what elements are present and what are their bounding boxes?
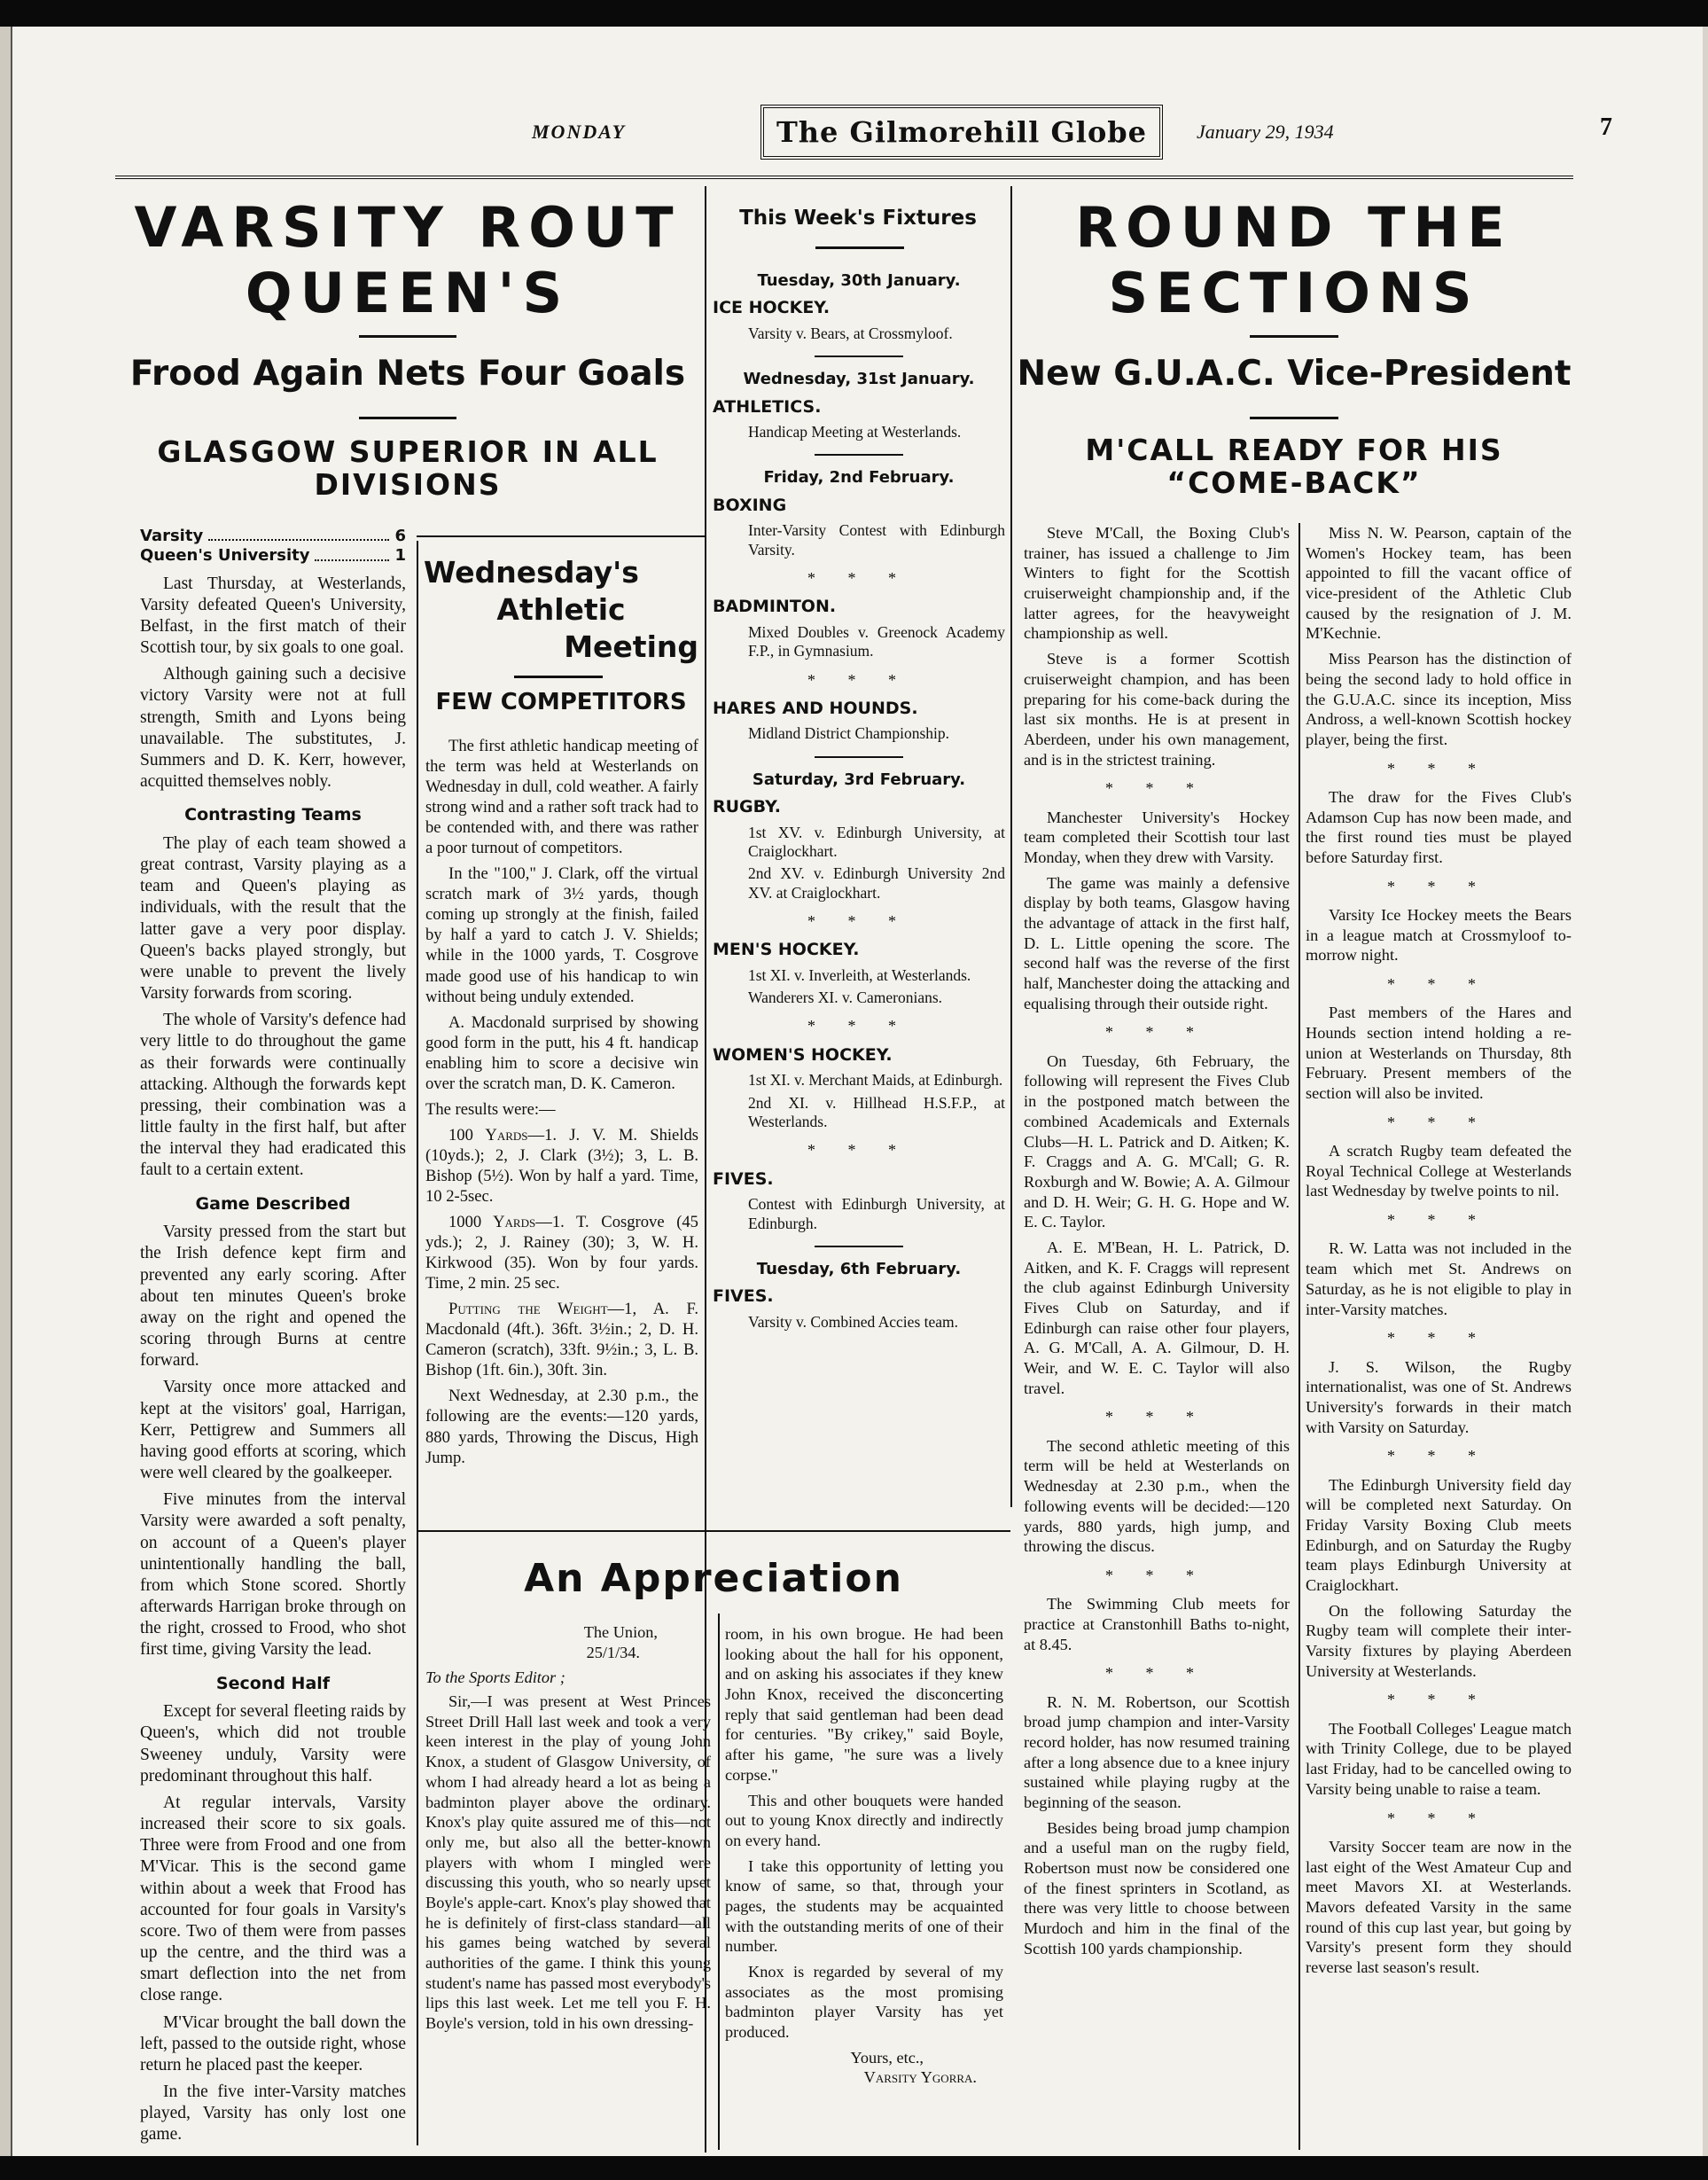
masthead [115, 98, 1612, 168]
sections-rule-2 [1250, 417, 1338, 419]
letter-salutation: To the Sports Editor ; [425, 1668, 565, 1687]
paragraph: The draw for the Fives Club's Adamson Cup has now been made, and the first round ties must be played before Saturday first. [1306, 787, 1572, 866]
fixture-category: FIVES. [713, 1286, 774, 1307]
fixture-category: ATHLETICS. [713, 396, 822, 417]
sections-column-b: Miss N. W. Pearson, captain of the Women's Hockey team, has been appointed to fill the vacant office of vice-president of the Athletic Club caused by the resignation of J. M. M'Kechnie. Miss Pearson has the distinction of being the second lady to hold office in the G.U.A.C. since its inception, Miss Andross, a well-known Scottish hockey player, being the first. * * * The draw for the Fives Club's Adamson Cup has now been made, and the first round ties must be played before Saturday first. * * * Varsity Ice Hockey meets the Bears in a league match at Crossmyloof to-morrow night. * * * Past members of the Hares and Hounds section intend holding a re-union at Westerlands on Thursday, 8th February. Present members of the section will also be invited. * * * A scratch Rugby team defeated the Royal Technical College at Westerlands last Wednesday by twelve points to nil. * * * R. W. Latta was not included in the team which met St. Andrews on Saturday, as he is not eligible to play in inter-Varsity matches. * * * J. S. Wilson, the Rugby internationalist, was one of St. Andrews University's forwards in their match with Varsity on Saturday. * * * The Edinburgh University field day will be completed next Saturday. On Friday Varsity Boxing Club meets Edinburgh, and on Saturday the Rugby team plays Edinburgh University at Craiglockhart. On the following Saturday the Rugby team will complete their inter-Varsity fixtures by playing Aberdeen University at Westerlands. * * * The Football Colleges' League match with Trinity College, due to be played last Friday, had to be cancelled owing to Varsity being unable to raise a team. * * * Varsity Soccer team are now in the last eight of the West Amateur Cup and meet Mavors XI. at Westerlands. Mavors defeated Varsity in the same round of this cup last year, but going by Varsity's present form they should reverse last season's result. [1306, 524, 1572, 1976]
paragraph: On the following Saturday the Rugby team will complete their inter-Varsity fixtures by playing Aberdeen University at Westerlands. [1306, 1601, 1572, 1680]
varsity-subhead-2: GLASGOW SUPERIOR IN ALL DIVISIONS [157, 434, 659, 502]
result-entry [425, 1299, 698, 1380]
fixture-item: Varsity v. Bears, at Crossmyloof. [748, 324, 953, 342]
paragraph: The game was mainly a defensive display by both teams, Glasgow having the advantage of attack in the first half, D. L. Little opening the score. The second half was the reverse of the first half, Manchester doing the attacking and equalising through their outside right. [1024, 873, 1290, 1012]
result-text: —1. J. V. M. Shields (10yds.); 2, J. Clark (3½); 3, L. B. Bishop (5½). Won by half a yard. Time, 10 2-5sec. [425, 1125, 698, 1206]
paragraph: The Football Colleges' League match with Trinity College, due to be played last Friday, had to be cancelled owing to Varsity being unable to raise a team. [1306, 1719, 1572, 1798]
fixture-date: Wednesday, 31st January. [743, 370, 975, 389]
score-goals: 6 [394, 527, 406, 545]
fixture-item: 2nd XI. v. Hillhead H.S.F.P., at Westerlands. [748, 1093, 1005, 1131]
paragraph: Although gaining such a decisive victory Varsity were not at full strength, Smith and Lyons being unavailable. The substitutes, J. Summers and D. K. Kerr, however, acquitted themselves nobly. [140, 665, 406, 792]
score-goals: 1 [394, 546, 406, 566]
athletic-headline-2: Athletic [496, 592, 626, 627]
paragraph: Miss N. W. Pearson, captain of the Women's Hockey team, has been appointed to fill the vacant office of vice-president of the Athletic Club caused by the resignation of J. M. M'Kechnie. [1306, 524, 1572, 643]
fixture-item: Handicap Meeting at Westerlands. [748, 423, 962, 441]
fixture-item: Varsity v. Combined Accies team. [748, 1312, 959, 1331]
fixture-item: 1st XV. v. Edinburgh University, at Craiglockhart. [748, 823, 1005, 860]
paragraph: The Swimming Club meets for practice at Cranstonhill Baths to-night, at 8.45. [1024, 1595, 1290, 1653]
fixture-category: RUGBY. [713, 797, 781, 817]
result-event: 100 Yards [448, 1125, 528, 1145]
athletic-headline-3: Meeting [564, 629, 698, 664]
masthead-title: The Gilmorehill Globe [760, 105, 1163, 160]
fixture-category: FIVES. [713, 1168, 774, 1189]
paragraph: Varsity once more attacked and kept at the visitors' goal, Harrigan, Kerr, Pettigrew and Summers all having good efforts at scoring, which were well cleared by the goalkeeper. [140, 1378, 406, 1483]
result-text: —1. T. Cosgrove (45 yds.); 2, J. Rainey (30); 3, W. H. Kirkwood (35). Won by four yards. Time, 2 min. 25 sec. [425, 1213, 698, 1293]
fixture-item: 1st XI. v. Merchant Maids, at Edinburgh. [748, 1071, 1003, 1090]
varsity-headline-2: QUEEN'S [245, 261, 571, 325]
sections-column-a: Steve M'Call, the Boxing Club's trainer, has issued a challenge to Jim Winters to fight for the Scottish cruiserweight championship and, if the latter agrees, for the heavyweight championship as well. Steve is a former Scottish cruiserweight champion, and has been preparing for his come-back during the last six months. He is at present in Aberdeen, under his own management, and is in the strictest training. * * * Manchester University's Hockey team completed their Scottish tour last Monday, when they drew with Varsity. The game was mainly a defensive display by both teams, Glasgow having the advantage of attack in the first half, D. L. Little opening the score. The second half was the reverse of the first half, Manchester doing the attacking and equalising through their outside right. * * * On Tuesday, 6th February, the following will represent the Fives Club in the postponed match between the combined Academicals and Externals Clubs—H. L. Patrick and D. Aitken; K. F. Craggs and A. G. M'Call; G. R. Roxburgh and W. Bowie; A. A. Gilmour and D. H. Weir; G. H. G. Hope and W. E. C. Taylor. A. E. M'Bean, H. L. Patrick, D. Aitken, and K. F. Craggs will represent the club against Edinburgh University Fives Club on Saturday, and if Edinburgh can raise other four players, A. G. M'Call, A. A. Gilmour, D. H. Weir, and W. E. C. Taylor will also travel. * * * The second athletic meeting of this term will be held at Westerlands on Wednesday at 2.30 p.m., when the following events will be decided:—120 yards, 880 yards, high jump, and throwing the discus. * * * The Swimming Club meets for practice at Cranstonhill Baths to-night, at 8.45. * * * R. N. M. Robertson, our Scottish broad jump champion and inter-Varsity record holder, has now resumed training after a long absence due to a knee injury sustained while playing rugby at the beginning of the season. Besides being broad jump champion and a useful man on the rugby field, Robertson must now be considered one of the finest sprinters in Scotland, as there was very little to choose between Murdoch and him in the final of the Scottish 100 yards championship. [1024, 524, 1290, 1957]
fixture-category: ICE HOCKEY. [713, 298, 831, 318]
scan-bottom-border [0, 2156, 1708, 2180]
fixture-category: BADMINTON. [713, 597, 837, 617]
varsity-rule-1 [359, 335, 456, 338]
paragraph: A. E. M'Bean, H. L. Patrick, D. Aitken, and K. F. Craggs will represent the club against Edinburgh University Fives Club on Saturday, and if Edinburgh can raise other four players, A. G. M'Call, A. A. Gilmour, D. H. Weir, and W. E. C. Taylor will also travel. [1024, 1238, 1290, 1397]
varsity-article [140, 527, 406, 2152]
sections-subhead-1: New G.U.A.C. Vice-President [1017, 354, 1572, 394]
paragraph: M'Vicar brought the ball down the left, passed to the outside right, whose return he placed past the keeper. [140, 2012, 406, 2075]
paragraph: Steve M'Call, the Boxing Club's trainer, has issued a challenge to Jim Winters to fight for the Scottish cruiserweight championship and, if the latter agrees, for the heavyweight championship as well. [1024, 524, 1290, 643]
paragraph: Steve is a former Scottish cruiserweight champion, and has been preparing for his come-back during the last six months. He is at present in Aberdeen, under his own management, and is in the strictest training. [1024, 650, 1290, 769]
score-team: Varsity [140, 527, 204, 545]
letter-closing: Yours, etc., [850, 2048, 924, 2067]
paragraph: The second athletic meeting of this term will be held at Westerlands on Wednesday at 2.30 p.m., when the following events will be decided:—120 yards, 880 yards, high jump, and throwing the discus. [1024, 1436, 1290, 1556]
fixture-item: Inter-Varsity Contest with Edinburgh Varsity. [748, 521, 1005, 559]
paragraph: The first athletic handicap meeting of the term was held at Westerlands on Wednesday in dull, cold weather. A fairly strong wind and a rather soft track had to be contended with, and there was rather a poor turnout of competitors. [425, 737, 698, 858]
page-number: 7 [1600, 113, 1612, 141]
paragraph: Five minutes from the interval Varsity were awarded a soft penalty, on account of a Queen's player unintentionally handling the ball, from which Stone scored. Shortly afterwards Harrigan broke through on the right, crossed to Frood, who shot first time, giving Varsity the lead. [140, 1490, 406, 1660]
paragraph: R. W. Latta was not included in the team which met St. Andrews on Saturday, as he is not eligible to play in inter-Varsity matches. [1306, 1239, 1572, 1318]
section-heading: Contrasting Teams [184, 805, 362, 825]
fixture-date: Tuesday, 30th January. [757, 271, 961, 290]
sections-headline-2: SECTIONS [1108, 261, 1480, 325]
result-entry [425, 1212, 698, 1293]
fixture-item: 1st XI. v. Inverleith, at Westerlands. [748, 965, 971, 984]
paragraph: On Tuesday, 6th February, the following will represent the Fives Club in the postponed match between the combined Academicals and Externals Clubs—H. L. Patrick and D. Aitken; K. F. Craggs and A. G. M'Call; G. R. Roxburgh and W. Bowie; A. A. Gilmour and D. H. Weir; G. H. G. Hope and W. E. C. Taylor. [1024, 1051, 1290, 1231]
fixture-date: Tuesday, 6th February. [756, 1259, 962, 1278]
divider-athletic-left [417, 541, 418, 2145]
paragraph: Last Thursday, at Westerlands, Varsity defeated Queen's University, Belfast, in the first match of their Scottish tour, by six goals to one goal. [140, 574, 406, 658]
masthead-day: MONDAY [532, 121, 627, 143]
fixture-date: Saturday, 3rd February. [752, 770, 966, 789]
scan-right-edge [1703, 27, 1708, 2156]
masthead-rule [115, 176, 1573, 179]
fixtures-list: Tuesday, 30th January. ICE HOCKEY. Varsity v. Bears, at Crossmyloof. Wednesday, 31st January. ATHLETICS. Handicap Meeting at Westerlands. Friday, 2nd February. BOXING Inter-Varsity Contest with Edinburgh Varsity. * * * BADMINTON. Mixed Doubles v. Greenock Academy F.P., in Gymnasium. * * * HARES AND HOUNDS. Midland District Championship. Saturday, 3rd February. RUGBY. 1st XV. v. Edinburgh University, at Craiglockhart. 2nd XV. v. Edinburgh University 2nd XV. at Craiglockhart. * * * MEN'S HOCKEY. 1st XI. v. Inverleith, at Westerlands. Wanderers XI. v. Cameronians. * * * WOMEN'S HOCKEY. 1st XI. v. Merchant Maids, at Edinburgh. 2nd XI. v. Hillhead H.S.F.P., at Westerlands. * * * FIVES. Contest with Edinburgh University, at Edinburgh. Tuesday, 6th February. FIVES. Varsity v. Combined Accies team. [713, 271, 1005, 1331]
scan-left-edge [0, 27, 12, 2156]
divider-fixtures-right [1010, 186, 1012, 1507]
paragraph: A. Macdonald surprised by showing good form in the putt, his 4 ft. handicap enabling him to score a decisive win over the scratch man, D. K. Cameron. [425, 1012, 698, 1093]
section-heading: Game Described [195, 1193, 351, 1214]
letter-signature: Varsity Ygorra. [863, 2068, 977, 2087]
athletic-headline-1: Wednesday's [424, 555, 639, 590]
paragraph: Varsity Soccer team are now in the last eight of the West Amateur Cup and meet Mavors XI. at Westerlands. Mavors defeated Varsity in the same round of this cup last year, but going by Varsity's present form they should reverse last season's result. [1306, 1837, 1572, 1976]
sections-subhead-2: M'CALL READY FOR HIS “COME-BACK” [1085, 433, 1503, 500]
sections-headline-1: ROUND THE [1075, 195, 1513, 260]
paragraph: At regular intervals, Varsity increased their score to six goals. Three were from Frood and one from M'Vicar. This is the second game within about a week that Frood has accounted for four goals in Varsity's score. Two of them were from passes up the centre, and the third was a smart deflection into the net from close range. [140, 1793, 406, 2005]
paragraph: The play of each team showed a great contrast, Varsity playing as a team and Queen's playing as individuals, with the result that the latter gave a very poor display. Queen's backs played strongly, but were unable to prevent the lively Varsity forwards from scoring. [140, 833, 406, 1004]
scan-top-border [0, 0, 1708, 27]
result-event: Putting the Weight [448, 1300, 608, 1319]
appreciation-column-a [425, 1622, 711, 2039]
fixtures-rule [815, 246, 904, 249]
paragraph: In the "100," J. Clark, off the virtual scratch mark of 3½ yards, though coming up strongly at the finish, failed by half a yard to catch J. V. Shields; while in the 1000 yards, T. Cosgrove made good use of his handicap to win without being unduly extended. [425, 864, 698, 1006]
section-heading: Second Half [215, 1673, 331, 1693]
letter-date: 25/1/34. [586, 1643, 640, 1661]
score-line-varsity [140, 527, 406, 546]
varsity-subhead-1: Frood Again Nets Four Goals [129, 354, 686, 394]
fixture-item: Midland District Championship. [748, 724, 950, 743]
paragraph: Past members of the Hares and Hounds section intend holding a re-union at Westerlands on Thursday, 8th February. Present members of the section will also be invited. [1306, 1004, 1572, 1103]
paragraph: Varsity pressed from the start but the Irish defence kept firm and prevented any early scoring. After about ten minutes Queen's broke away on the right and opened the scoring through Burns at centre forward. [140, 1223, 406, 1371]
fixture-category: WOMEN'S HOCKEY. [713, 1044, 893, 1065]
paragraph: The whole of Varsity's defence had very little to do throughout the game as their forwards were continually attacking. Although the forwards kept pressing, their combination was a little faulty in the first half, but after the interval they had eradicated this fault to a certain extent. [140, 1011, 406, 1180]
divider-sections-mid [1299, 523, 1300, 2150]
varsity-headline-1: VARSITY ROUT [134, 195, 682, 260]
fixture-item: Contest with Edinburgh University, at Edinburgh. [748, 1195, 1005, 1232]
paragraph: Sir,—I was present at West Princes Street Drill Hall last week and took a very keen interest in the play of young John Knox, a student of Glasgow University, of whom I had already heard a lot as being a badminton player above the ordinary. Knox's play quite assured me of this—not only me, but also all the better-known players with whom I mingled were discussing this youth, who so nearly upset Boyle's apple-cart. Knox's play showed that he is definitely of first-class standard—all his games being watched by several authorities of the game. I think this young student's name has passed most everybody's lips this last week. Let me tell you F. H. Boyle's version, told in his own dressing- [425, 1692, 711, 2033]
fixtures-title: This Week's Fixtures [739, 207, 977, 230]
paragraph: J. S. Wilson, the Rugby internationalist, was one of St. Andrews University's forwards in their match with Varsity on Saturday. [1306, 1357, 1572, 1436]
paragraph: Knox is regarded by several of my associates as the most promising badminton player Varsity has yet produced. [725, 1963, 1003, 2042]
rule-appreciation-top [417, 1530, 1010, 1532]
score-team: Queen's University [140, 546, 310, 566]
paragraph: I take this opportunity of letting you know of same, so that, through your pages, the students may be acquainted with the outstanding merits of one of their number. [725, 1856, 1003, 1956]
paragraph: Except for several fleeting raids by Queen's, which did not trouble Sweeney unduly, Varsity were predominant throughout this half. [140, 1702, 406, 1785]
paragraph: The Edinburgh University field day will be completed next Saturday. On Friday Varsity Boxing Club meets Edinburgh, and on Saturday the Rugby team plays Edinburgh University at Craiglockhart. [1306, 1475, 1572, 1594]
varsity-rule-2 [359, 417, 456, 419]
fixture-item: Wanderers XI. v. Cameronians. [748, 988, 943, 1007]
athletic-rule [514, 676, 603, 678]
paragraph: A scratch Rugby team defeated the Royal Technical College at Westerlands last Wednesday by twelve points to nil. [1306, 1142, 1572, 1200]
result-text: —1, A. F. Macdonald (4ft.). 36ft. 3½in.; 2, D. H. Cameron (scratch), 33ft. 9½in.; 3, L. B. Bishop (1ft. 6in.), 30ft. 3in. [425, 1300, 698, 1380]
result-entry [425, 1125, 698, 1207]
divider-appreciation-mid [718, 1614, 720, 2150]
paragraph: R. N. M. Robertson, our Scottish broad jump champion and inter-Varsity record holder, has now resumed training after a long absence due to a knee injury sustained while playing rugby at the beginning of the season. [1024, 1692, 1290, 1811]
fixture-category: MEN'S HOCKEY. [713, 940, 860, 960]
paragraph: Next Wednesday, at 2.30 p.m., the following are the events:—120 yards, 880 yards, Throwing the Discus, High Jump. [425, 1387, 698, 1467]
fixture-item: Mixed Doubles v. Greenock Academy F.P., in Gymnasium. [748, 622, 1005, 660]
letter-address: The Union, [583, 1623, 658, 1641]
sections-rule-1 [1250, 335, 1338, 338]
score-line-queens [140, 546, 406, 566]
results-intro: The results were:— [425, 1099, 556, 1119]
appreciation-column-b [725, 1624, 1003, 2088]
paragraph: This and other bouquets were handed out to young Knox directly and indirectly on every hand. [725, 1791, 1003, 1849]
fixture-category: HARES AND HOUNDS. [713, 698, 918, 718]
paragraph: Manchester University's Hockey team completed their Scottish tour last Monday, when they drew with Varsity. [1024, 808, 1290, 866]
fixture-item: 2nd XV. v. Edinburgh University 2nd XV. at Craiglockhart. [748, 864, 1005, 902]
athletic-subhead: FEW COMPETITORS [435, 689, 687, 715]
paragraph: room, in his own brogue. He had been looking about the hall for his opponent, and on asking his associates if they knew John Knox, received the disconcerting reply that said gentleman had been dead for centuries. "By crikey," said Boyle, after his game, "he sure was a lively corpse." [725, 1625, 1003, 1784]
fixture-date: Friday, 2nd February. [763, 468, 955, 488]
fixture-category: BOXING [713, 495, 787, 515]
paragraph: Varsity Ice Hockey meets the Bears in a league match at Crossmyloof to-morrow night. [1306, 905, 1572, 965]
rule-athletic-top [417, 535, 706, 537]
result-event: 1000 Yards [448, 1213, 536, 1232]
paragraph: Besides being broad jump champion and a useful man on the rugby field, Robertson must now be considered one of the finest sprinters in Scotland, as there was very little to choose between Murdoch and him in the final of the Scottish 100 yards championship. [1024, 1818, 1290, 1957]
masthead-date: January 29, 1934 [1197, 121, 1334, 143]
paragraph: Miss Pearson has the distinction of being the second lady to hold office in the G.U.A.C. since its inception, Miss Andross, a well-known Scottish hockey player, being the first. [1306, 650, 1572, 748]
paragraph: In the five inter-Varsity matches played, Varsity has only lost one game. [140, 2082, 406, 2145]
athletic-article [425, 736, 698, 1473]
appreciation-headline: An Appreciation [524, 1556, 903, 1601]
